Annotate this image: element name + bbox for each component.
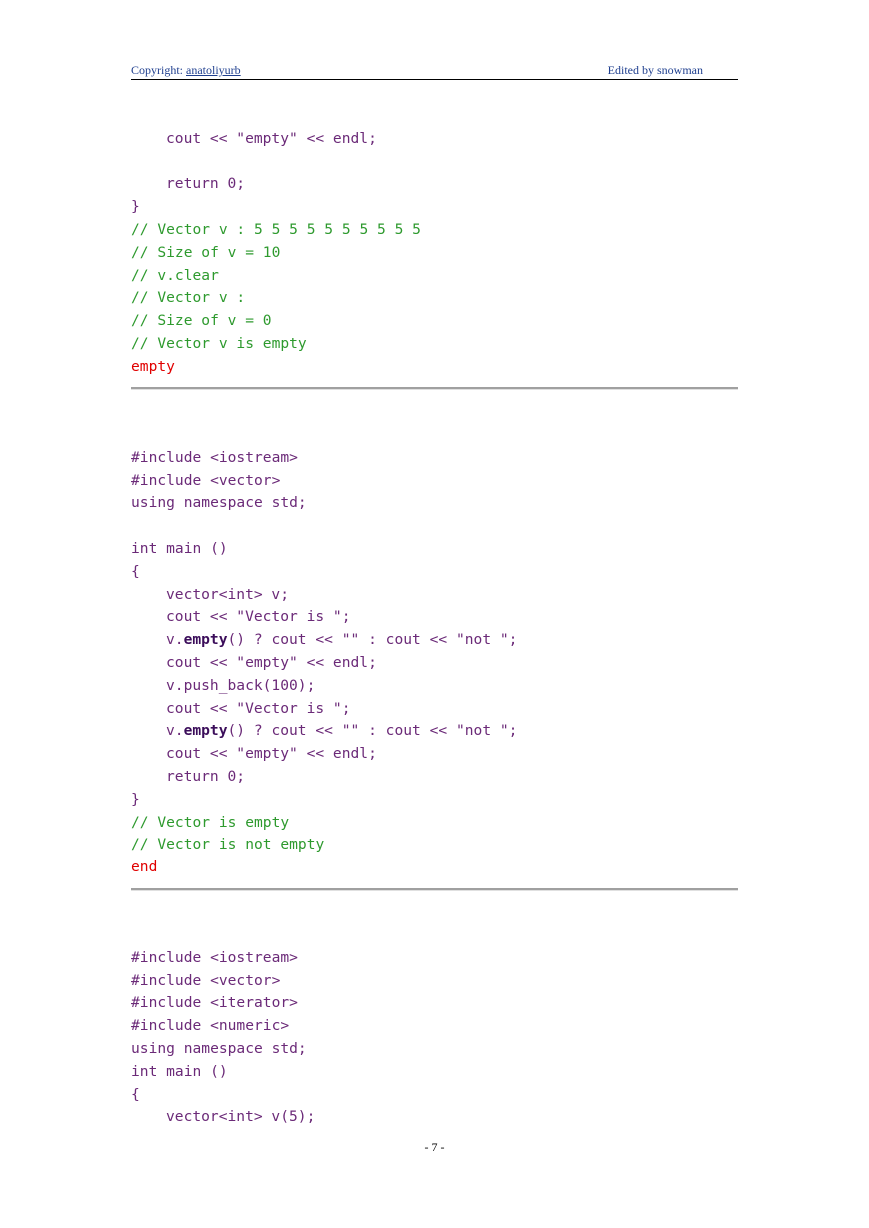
code-token: () ? cout << "" : cout << "not "; xyxy=(227,722,518,740)
code-line: vector<int> v(5); xyxy=(166,1108,316,1126)
code-comment: // Size of v = 0 xyxy=(131,312,272,330)
code-line: { xyxy=(131,1085,140,1103)
code-line: #include <iostream> xyxy=(131,448,298,466)
code-keyword-empty: empty xyxy=(183,722,228,740)
code-line: #include <iostream> xyxy=(131,948,298,966)
code-comment: // Vector v : xyxy=(131,289,246,307)
code-block-empty xyxy=(131,424,517,880)
code-line: cout << "empty" << endl; xyxy=(166,653,377,671)
page-number: - 7 - xyxy=(424,1140,445,1154)
code-line-blank xyxy=(131,151,421,174)
code-line: cout << "Vector is "; xyxy=(166,699,351,717)
code-token: v. xyxy=(166,631,184,649)
code-line: #include <vector> xyxy=(131,971,281,989)
page-header xyxy=(131,62,738,80)
code-token: v. xyxy=(166,722,184,740)
code-comment: // Vector is empty xyxy=(131,813,290,831)
copyright-notice xyxy=(131,63,241,78)
section-divider xyxy=(131,387,738,390)
section-divider xyxy=(131,888,738,891)
code-block-clear-tail xyxy=(131,105,421,379)
code-line: cout << "empty" << endl; xyxy=(166,745,377,763)
code-line: #include <numeric> xyxy=(131,1017,290,1035)
code-line: cout << "empty" << endl; xyxy=(166,129,377,147)
section-title-end: end xyxy=(131,858,158,875)
code-block-end xyxy=(131,924,315,1152)
code-line: int main () xyxy=(131,1062,228,1080)
code-line: int main () xyxy=(131,539,228,557)
code-keyword-empty: empty xyxy=(183,631,228,649)
section-title-empty: empty xyxy=(131,358,175,375)
code-line: vector<int> v; xyxy=(166,585,290,603)
code-line: v.push_back(100); xyxy=(166,676,316,694)
copyright-author-link[interactable]: anatoliyurb xyxy=(186,63,241,77)
code-line: using namespace std; xyxy=(131,1039,307,1057)
code-line: #include <vector> xyxy=(131,471,281,489)
code-line: } xyxy=(131,790,140,808)
code-line: cout << "Vector is "; xyxy=(166,608,351,626)
edited-by: Edited by snowman xyxy=(607,63,703,77)
code-line-blank xyxy=(131,515,517,538)
code-line: return 0; xyxy=(166,175,246,193)
code-line: #include <iterator> xyxy=(131,994,298,1012)
code-comment: // Size of v = 10 xyxy=(131,243,281,261)
code-line xyxy=(131,629,517,652)
code-token: () ? cout << "" : cout << "not "; xyxy=(227,631,518,649)
code-comment: // v.clear xyxy=(131,266,219,284)
code-line: return 0; xyxy=(166,767,246,785)
copyright-label: Copyright: xyxy=(131,63,184,77)
code-comment: // Vector v : 5 5 5 5 5 5 5 5 5 5 xyxy=(131,220,421,238)
code-comment: // Vector is not empty xyxy=(131,836,325,854)
code-line: } xyxy=(131,198,140,216)
code-comment: // Vector v is empty xyxy=(131,334,307,352)
code-line: using namespace std; xyxy=(131,494,307,512)
code-line: { xyxy=(131,562,140,580)
code-line xyxy=(131,720,517,743)
